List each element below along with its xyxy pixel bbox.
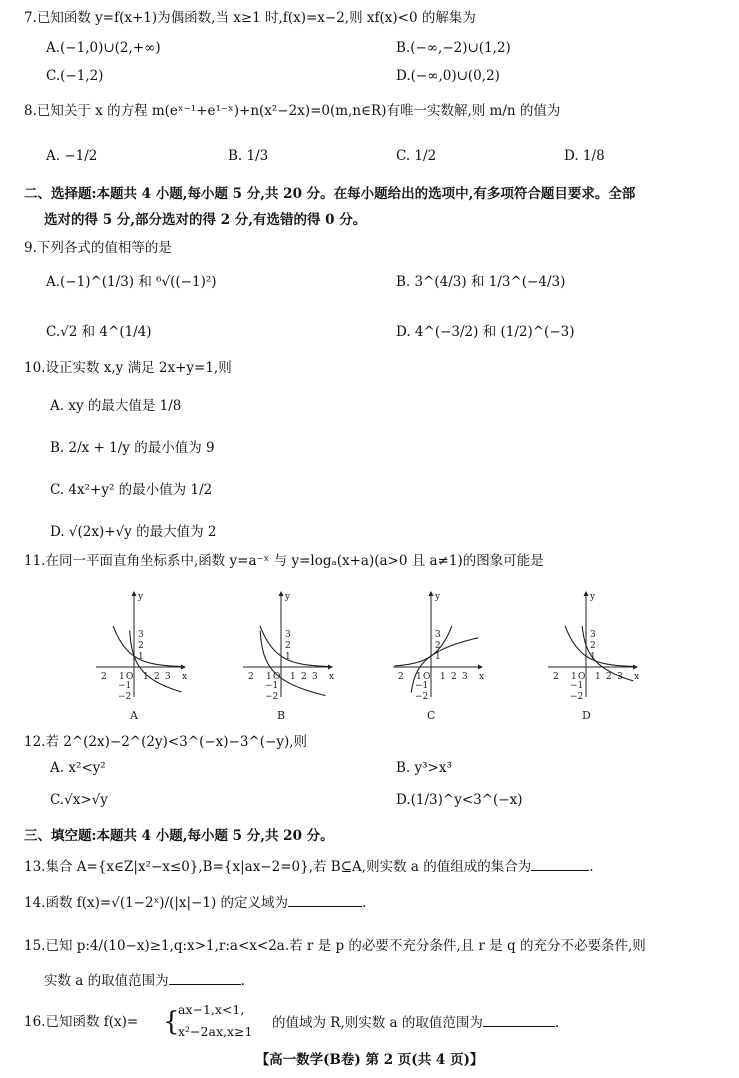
q9-stem: 9.下列各式的值相等的是 (24, 240, 172, 256)
q7-option-d: D.(−∞,0)∪(0,2) (396, 68, 500, 84)
q12-option-a: A. x²<y² (50, 760, 106, 776)
q8-option-b: B. 1/3 (228, 148, 269, 164)
graph-b-x-label: x (329, 672, 335, 682)
q11-stem: 11.在同一平面直角坐标系中,函数 y=a⁻ˣ 与 y=logₐ(x+a)(a>0 且 a≠1)的图象可能是 (24, 553, 544, 569)
section3-heading: 三、填空题:本题共 4 小题,每小题 5 分,共 20 分。 (24, 828, 334, 844)
graph-b-tick-y-1: 1 (285, 652, 291, 662)
graph-a-tick-x-neg1: 1 (119, 672, 125, 682)
graph-c-origin: O (423, 672, 431, 682)
q14-stem: 14.函数 f(x)=√(1−2ˣ)/(|x|−1) 的定义域为 (24, 895, 289, 911)
graph-b-tick-x-2: 2 (301, 672, 307, 682)
q15-end: . (240, 973, 245, 989)
graph-b-origin: O (273, 672, 281, 682)
q16-brace: { (163, 1007, 180, 1037)
graph-c-tick-y-neg1: −1 (415, 681, 429, 691)
graph-a-tick-y-2: 2 (138, 641, 144, 651)
q7-option-b: B.(−∞,−2)∪(1,2) (396, 40, 511, 56)
q10-option-c: C. 4x²+y² 的最小值为 1/2 (50, 482, 213, 498)
graph-c-tick-y-2: 2 (435, 641, 441, 651)
graph-c-tick-x-3: 3 (462, 672, 468, 682)
q13-answer-blank[interactable] (531, 856, 589, 871)
graph-c-x-arrow (478, 665, 483, 670)
q9-option-a: A.(−1)^(1/3) 和 ⁶√((−1)²) (46, 274, 217, 290)
graph-a-exp-curve (113, 626, 181, 667)
q10-option-b: B. 2/x + 1/y 的最小值为 9 (50, 440, 215, 456)
graph-a-label: A (130, 709, 138, 722)
q11-graphs (80, 585, 670, 725)
q12-option-d: D.(1/3)^y<3^(−x) (396, 792, 523, 808)
graph-d-x-label: x (634, 672, 640, 682)
graph-c-tick-y-neg2: −2 (415, 692, 429, 702)
graph-d-tick-y-neg1: −1 (570, 681, 584, 691)
q8-option-d: D. 1/8 (564, 148, 605, 164)
graph-a-origin: O (126, 672, 134, 682)
graph-d-tick-x-3: 3 (617, 672, 623, 682)
graph-a-y-arrow (132, 591, 137, 596)
q16-case2: x²−2ax,x≥1 (178, 1024, 253, 1039)
graph-b-exp-curve (260, 626, 328, 667)
graph-d-y-label: y (590, 592, 596, 602)
q7-option-a: A.(−1,0)∪(2,+∞) (46, 40, 161, 56)
q10-option-a: A. xy 的最大值是 1/8 (50, 398, 182, 414)
graph-d-y-arrow (584, 591, 589, 596)
graph-c-tick-y-3: 3 (435, 630, 441, 640)
graph-a-tick-x-1: 1 (143, 672, 149, 682)
graph-d-tick-y-2: 2 (590, 641, 596, 651)
q12-option-b: B. y³>x³ (396, 760, 452, 776)
graph-c-tick-x-2: 2 (451, 672, 457, 682)
graph-d-x-arrow (633, 665, 638, 670)
section2-heading: 二、选择题:本题共 4 小题,每小题 5 分,共 20 分。在每小题给出的选项中,有多项符合题目要求。全部 (24, 186, 636, 202)
section2-heading-cont: 选对的得 5 分,部分选对的得 2 分,有选错的得 0 分。 (44, 212, 367, 228)
graph-a-tick-x-2: 2 (154, 672, 160, 682)
graph-d-tick-x-neg2: 2 (553, 672, 559, 682)
q8-option-c: C. 1/2 (396, 148, 437, 164)
graph-a-x-label: x (182, 672, 188, 682)
q16-case1: ax−1,x<1, (178, 1002, 245, 1017)
graph-a-tick-y-neg2: −2 (118, 692, 132, 702)
q15 (44, 970, 245, 991)
graph-d-exp-curve (565, 626, 633, 667)
q10-option-d: D. √(2x)+√y 的最大值为 2 (50, 524, 217, 540)
graph-a-tick-y-neg1: −1 (118, 681, 132, 691)
q7-option-c: C.(−1,2) (46, 68, 104, 84)
q12-option-c: C.√x>√y (50, 792, 108, 808)
graph-d-origin: O (578, 672, 586, 682)
graph-c-tick-y-1: 1 (435, 652, 441, 662)
graph-a-tick-x-neg2: 2 (101, 672, 107, 682)
q13-stem: 13.集合 A={x∈Z|x²−x≤0},B={x|ax−2=0},若 B⊆A,则实数 a 的值组成的集合为 (24, 859, 532, 875)
q10-stem: 10.设正实数 x,y 满足 2x+y=1,则 (24, 360, 232, 376)
q9-option-c: C.√2 和 4^(1/4) (46, 324, 152, 340)
graph-a-tick-y-3: 3 (138, 630, 144, 640)
q15-answer-blank[interactable] (169, 970, 241, 985)
graph-c-x-label: x (479, 672, 485, 682)
graph-b-tick-x-neg2: 2 (248, 672, 254, 682)
page-footer: 【高一数学(B卷) 第 2 页(共 4 页)】 (255, 1052, 484, 1068)
q8-stem: 8.已知关于 x 的方程 m(eˣ⁻¹+e¹⁻ˣ)+n(x²−2x)=0(m,n∈R)有唯一实数解,则 m/n 的值为 (24, 103, 561, 119)
graph-b-tick-y-3: 3 (285, 630, 291, 640)
graph-b-y-arrow (279, 591, 284, 596)
graph-b-tick-y-2: 2 (285, 641, 291, 651)
q7-stem: 7.已知函数 y=f(x+1)为偶函数,当 x≥1 时,f(x)=x−2,则 xf(x)<0 的解集为 (24, 10, 476, 26)
q14 (24, 892, 366, 913)
graph-c-label: C (427, 709, 436, 722)
graph-a-tick-x-3: 3 (165, 672, 171, 682)
graph-c-tick-x-neg2: 2 (398, 672, 404, 682)
graph-c-tick-x-neg1: 1 (416, 672, 422, 682)
graph-b-y-label: y (285, 592, 291, 602)
q14-answer-blank[interactable] (288, 892, 362, 907)
graph-d-label: D (582, 709, 591, 722)
graph-d-tick-y-1: 1 (590, 652, 596, 662)
q16-end: . (554, 1015, 560, 1031)
graph-d-tick-y-3: 3 (590, 630, 596, 640)
graph-b-tick-x-3: 3 (312, 672, 318, 682)
graph-c-y-label: y (435, 592, 441, 602)
q12-stem: 12.若 2^(2x)−2^(2y)<3^(−x)−3^(−y),则 (24, 734, 308, 750)
q16 (272, 1012, 559, 1033)
graph-b-x-arrow (328, 665, 333, 670)
graph-b-tick-y-neg1: −1 (265, 681, 279, 691)
graph-d-tick-y-neg2: −2 (570, 692, 584, 702)
graph-b-tick-y-neg2: −2 (265, 692, 279, 702)
q16-answer-blank[interactable] (483, 1012, 555, 1027)
graph-d-tick-x-1: 1 (595, 672, 601, 682)
graph-c-exp-curve (395, 626, 452, 666)
q13 (24, 856, 594, 877)
graph-a-tick-y-1: 1 (138, 652, 144, 662)
graph-b-tick-x-neg1: 1 (266, 672, 272, 682)
graph-d-tick-x-2: 2 (606, 672, 612, 682)
q16-post: 的值域为 R,则实数 a 的取值范围为 (272, 1015, 483, 1031)
graph-b-label: B (277, 709, 286, 722)
graph-c-y-arrow (429, 591, 434, 596)
q15-stem-cont: 实数 a 的取值范围为 (44, 973, 169, 989)
q8-option-a: A. −1/2 (46, 148, 98, 164)
q13-end: . (589, 859, 594, 875)
graph-c-tick-x-1: 1 (440, 672, 446, 682)
graph-a-x-arrow (181, 665, 186, 670)
graph-a-y-label: y (138, 592, 144, 602)
q9-option-b: B. 3^(4/3) 和 1/3^(−4/3) (396, 274, 566, 290)
q14-end: . (362, 895, 367, 911)
graph-d-tick-x-neg1: 1 (571, 672, 577, 682)
q9-option-d: D. 4^(−3/2) 和 (1/2)^(−3) (396, 324, 575, 340)
graph-b-tick-x-1: 1 (290, 672, 296, 682)
q16-pre: 16.已知函数 f(x)= (24, 1014, 139, 1030)
q15-stem: 15.已知 p:4/(10−x)≥1,q:x>1,r:a<x<2a.若 r 是 p 的必要不充分条件,且 r 是 q 的充分不必要条件,则 (24, 938, 646, 954)
